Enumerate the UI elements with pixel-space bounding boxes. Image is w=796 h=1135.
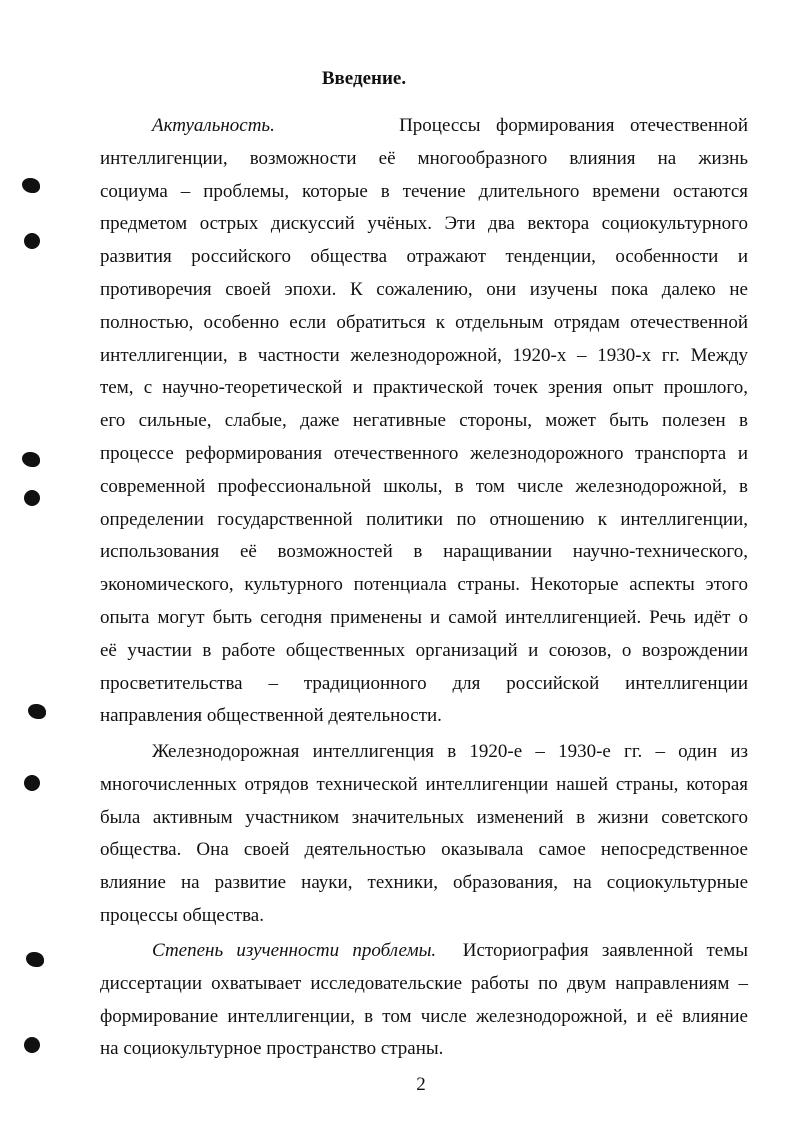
paragraph-line: социума – проблемы, которые в течение длительного времени остаются xyxy=(100,180,748,202)
paragraph-line: полностью, особенно если обратиться к отдельным отрядам отечественной xyxy=(100,311,748,333)
paragraph-line: интеллигенции, возможности её многообразного влияния на жизнь xyxy=(100,147,748,169)
paragraph-line: его сильные, слабые, даже негативные стороны, может быть полезен в xyxy=(100,410,748,432)
page-number: 2 xyxy=(416,1074,426,1095)
paragraph-line: влияние на развитие науки, техники, образования, на социокультурные xyxy=(100,872,748,894)
punch-hole-mark xyxy=(24,1037,40,1053)
section-title: Введение. xyxy=(321,68,407,89)
paragraph-line: диссертации охватывает исследовательские работы по двум направлениям – xyxy=(100,972,748,994)
paragraph-line: формирование интеллигенции, в том числе железнодорожной, и её влияние xyxy=(100,1005,748,1027)
punch-hole-mark xyxy=(28,704,46,719)
paragraph-line: интеллигенции, в частности железнодорожной, 1920-х – 1930-х гг. Между xyxy=(100,344,748,366)
paragraph-lead: Актуальность. xyxy=(152,115,275,136)
paragraph-degree-of-study xyxy=(100,935,748,1066)
paragraph-line: использования её возможностей в наращивании научно-технического, xyxy=(100,541,748,563)
paragraph-relevance xyxy=(100,110,748,733)
paragraph-line: развития российского общества отражают тенденции, особенности и xyxy=(100,246,748,268)
line-text: Историография заявленной темы xyxy=(462,940,748,961)
paragraph-lead: Степень изученности проблемы. xyxy=(152,940,437,961)
paragraph-line: направления общественной деятельности. xyxy=(100,705,442,727)
punch-hole-mark xyxy=(26,952,44,967)
paragraph-line: процессе реформирования отечественного железнодорожного транспорта и xyxy=(100,442,748,464)
punch-hole-mark xyxy=(24,233,40,249)
paragraph-line xyxy=(100,935,748,968)
paragraph-line: Железнодорожная интеллигенция в 1920-е – 1930-е гг. – один из xyxy=(152,741,748,762)
paragraph-line: процессы общества. xyxy=(100,904,264,926)
paragraph-railway-intelligentsia xyxy=(100,736,748,933)
punch-hole-mark xyxy=(24,775,40,791)
paragraph-line: многочисленных отрядов технической интеллигенции нашей страны, которая xyxy=(100,773,748,795)
paragraph-line: противоречия своей эпохи. К сожалению, они изучены пока далеко не xyxy=(100,278,748,300)
paragraph-line: определении государственной политики по отношению к интеллигенции, xyxy=(100,508,748,530)
paragraph-line: просветительства – традиционного для российской интеллигенции xyxy=(100,672,748,694)
paragraph-line: современной профессиональной школы, в том числе железнодорожной, в xyxy=(100,475,748,497)
paragraph-line: экономического, культурного потенциала страны. Некоторые аспекты этого xyxy=(100,574,748,596)
paragraph-line: была активным участником значительных изменений в жизни советского xyxy=(100,806,748,828)
paragraph-line: тем, с научно-теоретической и практической точек зрения опыт прошлого, xyxy=(100,377,748,399)
paragraph-line xyxy=(100,110,748,143)
paragraph-line: на социокультурное пространство страны. xyxy=(100,1038,444,1060)
paragraph-line: её участии в работе общественных организаций и союзов, о возрождении xyxy=(100,639,748,661)
paragraph-line: общества. Она своей деятельностью оказывала самое непосредственное xyxy=(100,839,748,861)
punch-hole-mark xyxy=(24,490,40,506)
punch-hole-mark xyxy=(22,452,40,467)
paragraph-line: предметом острых дискуссий учёных. Эти два вектора социокультурного xyxy=(100,213,748,235)
line-text: Процессы формирования отечественной xyxy=(399,115,748,136)
paragraph-line: опыта могут быть сегодня применены и самой интеллигенцией. Речь идёт о xyxy=(100,606,748,628)
punch-hole-mark xyxy=(22,178,40,193)
